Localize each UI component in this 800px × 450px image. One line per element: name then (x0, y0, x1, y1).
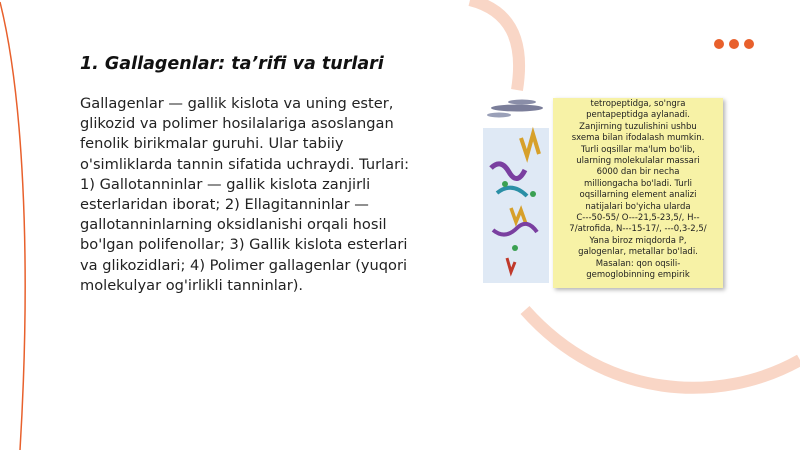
slide-body-text: Gallagenlar — gallik kislota va uning ester, glikozid va polimer hosilalariga asoslangan fenolik birikmalar guruhi. Ular tabiiy o'simliklarda tannin sifatida uchraydi. Turlari: 1) Gallotanninlar — gallik kislota zanjirli esterlaridan iborat; 2) Ellagitanninlar — gallotanninlarning oksidlanishi orqali hosil bo'lgan polifenollar; 3) Gallik kislota esterlari va glikozidlari; 4) Polimer gallagenlar (yuqori molekulyar og'irlikli tanninlar). (80, 95, 410, 294)
slide-title: 1. Gallagenlar: ta’rifi va turlari (80, 54, 384, 74)
figure-text-panel (553, 98, 723, 288)
figure-caption-text: tetropeptidga, so'ngra pentapeptidga aylanadi. Zanjirning tuzulishini ushbu sxema bilan ifodalash mumkin. Turli oqsillar ma'lum bo'lib, ularning molekulalar massari 6000 dan bir necha milliongacha bo'ladi. Turli oqsillarning element analizi natijalari bo'yicha ularda C---50-55/ O---21,5-23,5/, H-- 7/atrofida, N---15-17/, ---0,3-2,5/ Yana biroz miqdorda P, galogenlar, metallar bo'ladi. Masalan: qon oqsili- gemoglobinning empirik (569, 99, 707, 281)
top-arc (470, 0, 519, 90)
left-accent-line (0, 2, 25, 450)
dot-icon (714, 39, 724, 49)
dot-icon (729, 39, 739, 49)
protein-figure (477, 98, 725, 288)
three-dots-icon (714, 39, 754, 49)
dot-icon (744, 39, 754, 49)
bottom-arc (525, 310, 800, 388)
protein-structure-icon (477, 98, 555, 288)
